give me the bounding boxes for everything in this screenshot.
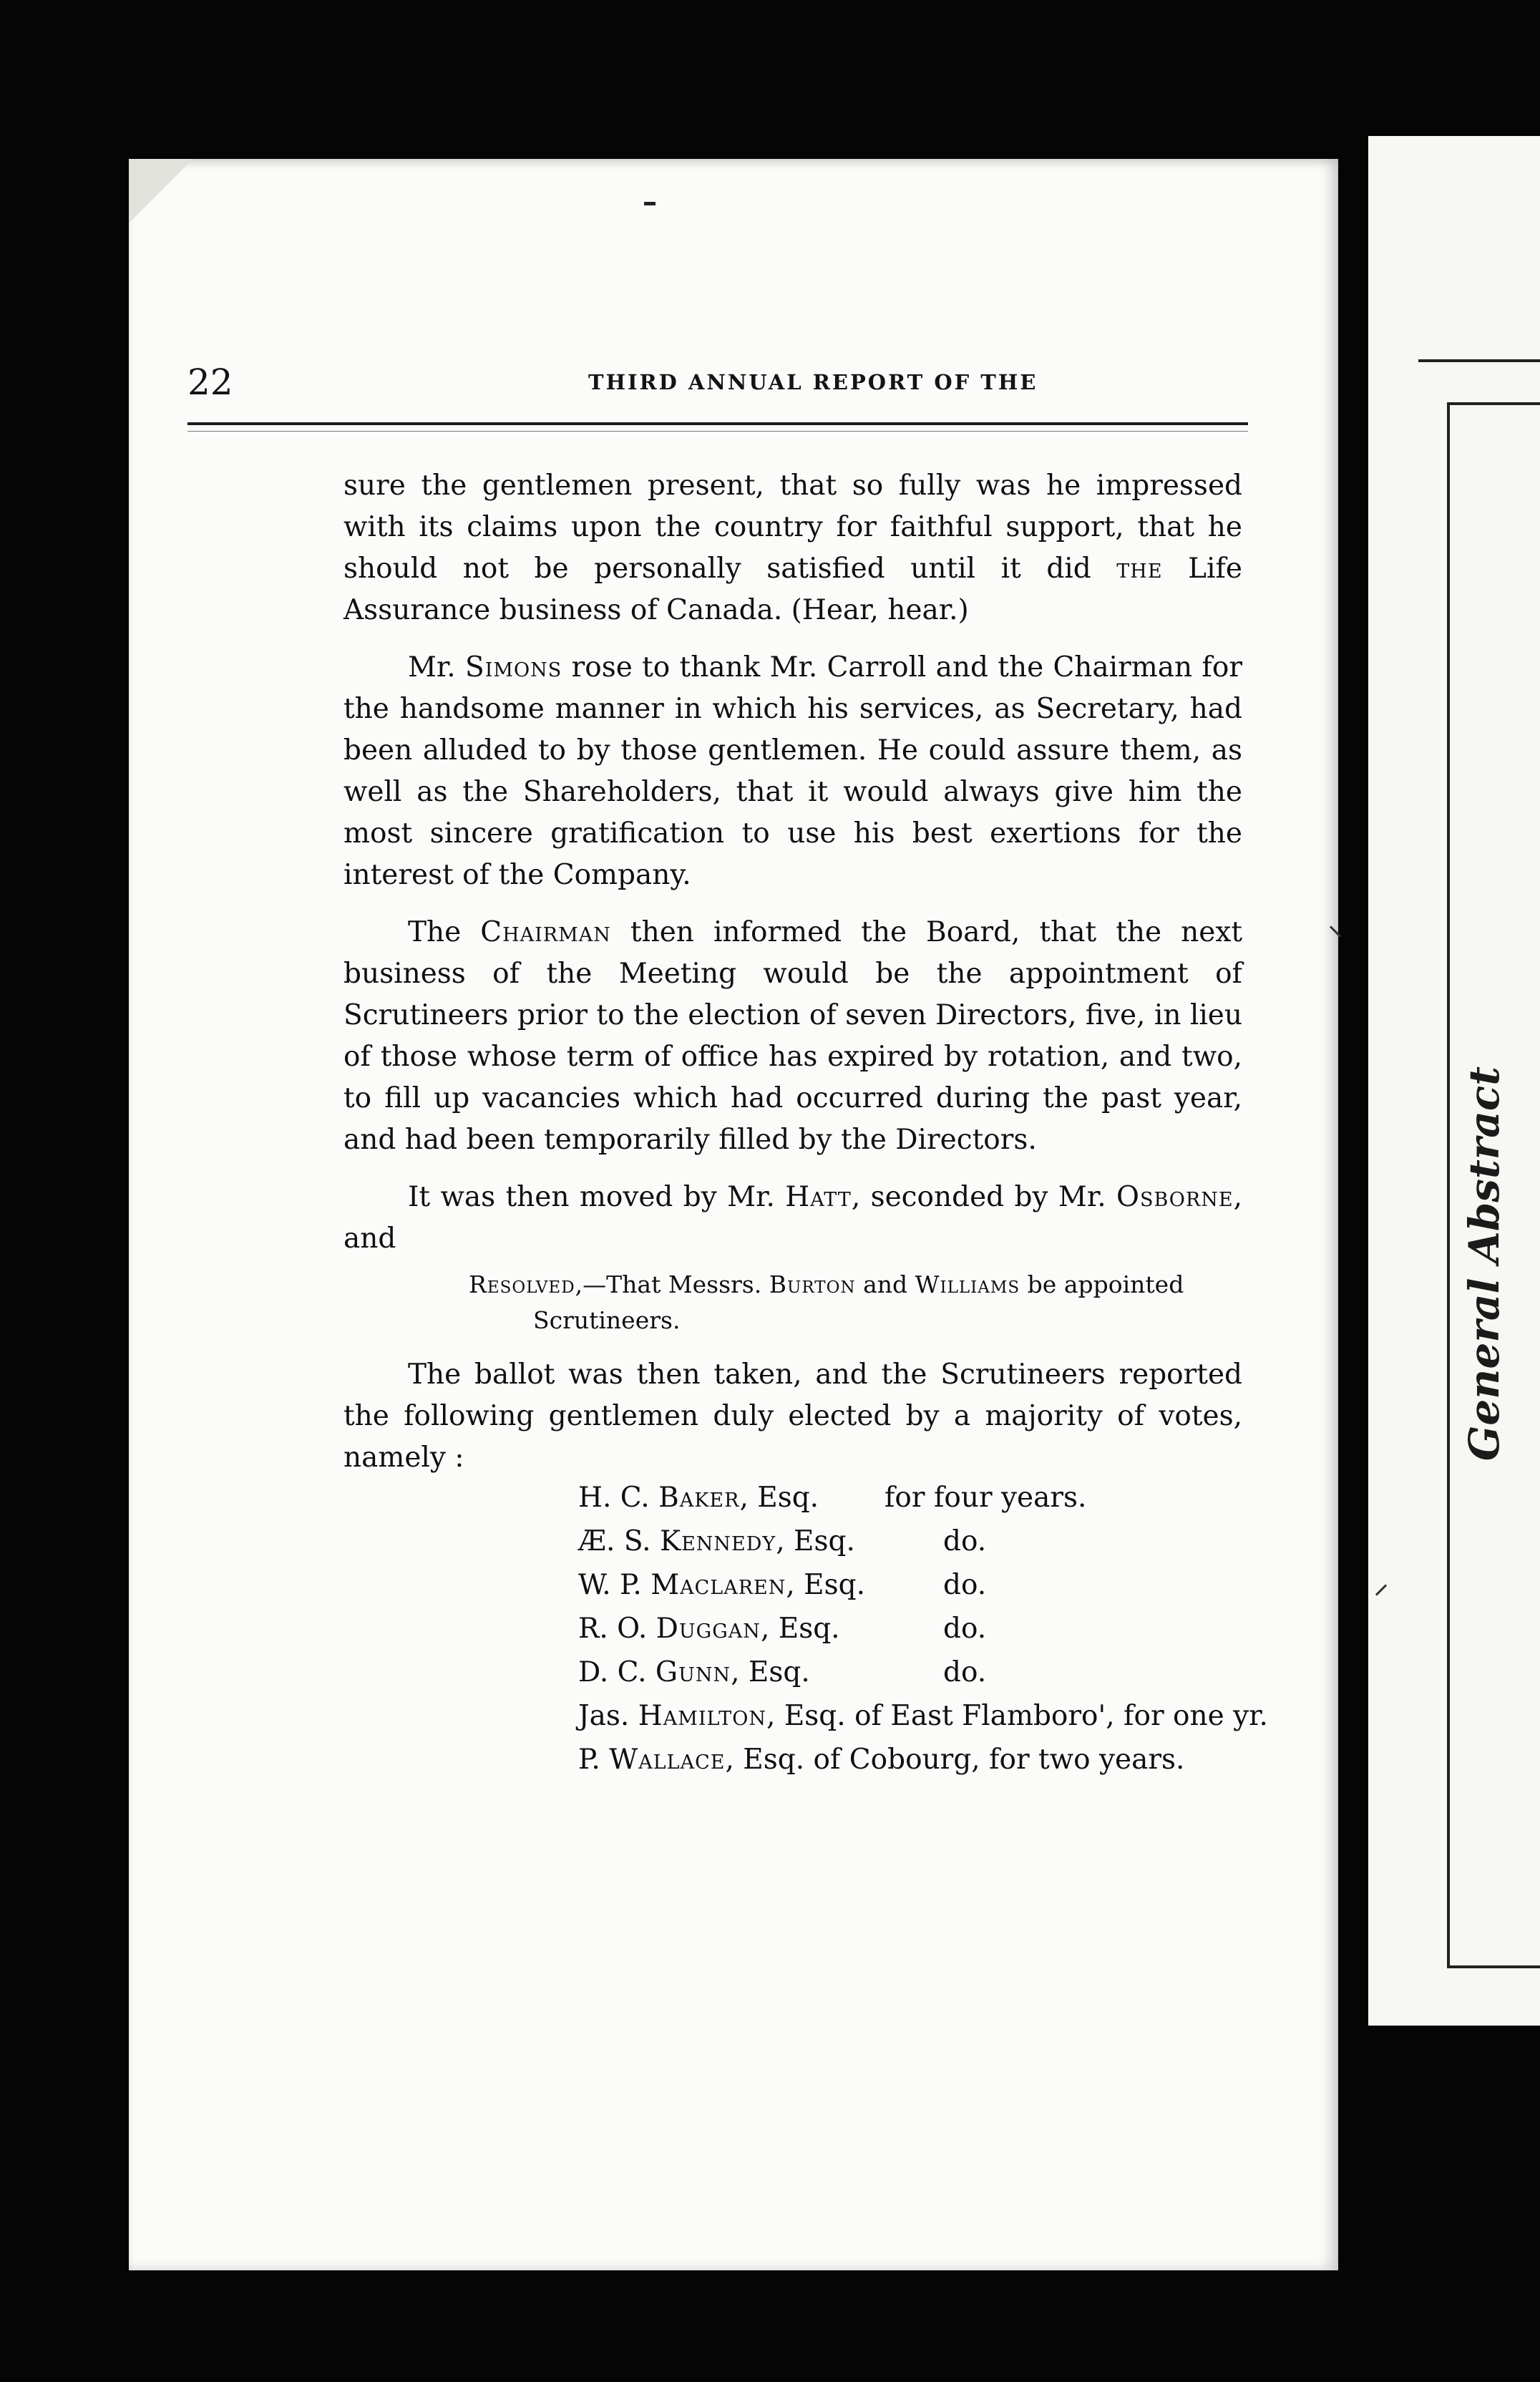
text-run: then informed the Board, that the next business of the Meeting would be the appointment of Scrutineers prior to the election of seven Directors, five, in lieu of those whose term of office has expired by rotation, and two, to fill up vacancies which had occurred during the past year, and had been temporarily filled by the Directors.: [343, 916, 1242, 1156]
surname: Baker: [658, 1482, 740, 1514]
paragraph-simons: [343, 647, 1242, 896]
surname: Wallace: [609, 1744, 726, 1776]
body-text: [343, 465, 1242, 1494]
suffix: , Esq.: [776, 1525, 855, 1557]
seconder-name: Osborne: [1116, 1181, 1234, 1213]
paragraph-ballot: The ballot was then taken, and the Scrutineers reported the following gentlemen duly elected by a majority of votes, namely :: [343, 1358, 1242, 1474]
page-number: 22: [187, 361, 233, 403]
term: do.: [943, 1613, 987, 1645]
mover-name: Hatt: [785, 1181, 852, 1213]
term: do.: [943, 1569, 987, 1601]
initials: W. P.: [578, 1569, 651, 1601]
initials: R. O.: [578, 1613, 656, 1645]
initials: D. C.: [578, 1656, 656, 1688]
surname: Maclaren: [650, 1569, 786, 1601]
elected-directors-list: [578, 1476, 1294, 1781]
text-run: be appointed: [1020, 1270, 1184, 1298]
term: for four years.: [884, 1482, 1087, 1514]
list-item: [578, 1563, 1294, 1607]
printer-mark: [644, 202, 656, 205]
facing-page-title: General Abstract: [1460, 1066, 1509, 1462]
list-item: [578, 1476, 1294, 1520]
director-name: [578, 1476, 819, 1520]
surname: Gunn: [655, 1656, 731, 1688]
small-caps-word: the: [1116, 553, 1163, 585]
suffix: , Esq.: [739, 1482, 819, 1514]
scrutineer-name: Williams: [915, 1270, 1020, 1298]
text-run: sure the gentlemen present, that so fully was he impressed with its claims upon the country for faithful support, that he should not be personally satisfied until it did: [343, 470, 1242, 585]
text-run: ,—That Messrs.: [575, 1270, 769, 1298]
running-head: THIRD ANNUAL REPORT OF THE: [588, 370, 1038, 394]
director-name: [578, 1563, 865, 1607]
director-name: [578, 1520, 855, 1563]
suffix: , Esq.: [786, 1569, 866, 1601]
speaker-name: Simons: [464, 651, 562, 684]
speaker-name: Chairman: [480, 916, 611, 948]
paragraph-continuation: [343, 465, 1242, 631]
facing-page: [1368, 136, 1540, 2026]
director-name: [578, 1651, 810, 1694]
director-name: [578, 1607, 840, 1651]
suffix: , Esq.: [731, 1656, 810, 1688]
initials: Jas.: [578, 1700, 638, 1732]
suffix: , Esq.: [760, 1613, 840, 1645]
page-header: [187, 361, 1247, 412]
surname: Kennedy: [659, 1525, 776, 1557]
suffix: , Esq. of Cobourg, for two years.: [725, 1744, 1185, 1776]
term: do.: [943, 1656, 987, 1688]
paragraph-chairman: [343, 912, 1242, 1161]
list-item: [578, 1694, 1294, 1738]
text-run: Mr.: [408, 651, 465, 684]
surname: Hamilton: [638, 1700, 767, 1732]
text-run: Life Assurance business of Canada. (Hear, hear.): [343, 553, 1242, 626]
page-corner-fold: [129, 159, 193, 223]
list-item: [578, 1651, 1294, 1694]
text-run: , and: [343, 1181, 1243, 1255]
initials: P.: [578, 1744, 610, 1776]
text-run: It was then moved by Mr.: [408, 1181, 786, 1213]
scrutineer-name: Burton: [769, 1270, 856, 1298]
list-item: [578, 1738, 1294, 1781]
resolved-label: Resolved: [469, 1270, 575, 1298]
paragraph-motion: [343, 1177, 1242, 1260]
text-run: Scrutineers.: [533, 1306, 681, 1334]
list-item: [578, 1520, 1294, 1563]
director-name: [578, 1738, 1184, 1781]
director-name: [578, 1694, 1268, 1738]
text-run: rose to thank Mr. Carroll and the Chairman for the handsome manner in which his services, as Secretary, had been alluded to by those gentlemen. He could assure them, as well as the Shareholders, that it would always give him the most sincere gratification to use his best exertions for the interest of the Company.: [343, 651, 1242, 891]
text-run: and: [855, 1270, 915, 1298]
facing-page-rule: [1418, 359, 1540, 362]
text-run: , seconded by Mr.: [851, 1181, 1116, 1213]
resolution: [343, 1267, 1242, 1338]
list-item: [578, 1607, 1294, 1651]
initials: H. C.: [578, 1482, 659, 1514]
surname: Duggan: [656, 1613, 761, 1645]
header-rule-thin: [187, 431, 1248, 432]
suffix: , Esq. of East Flamboro', for one yr.: [766, 1700, 1268, 1732]
term: do.: [943, 1525, 987, 1557]
text-run: The: [408, 916, 481, 948]
initials: Æ. S.: [578, 1525, 660, 1557]
header-rule: [187, 422, 1248, 425]
